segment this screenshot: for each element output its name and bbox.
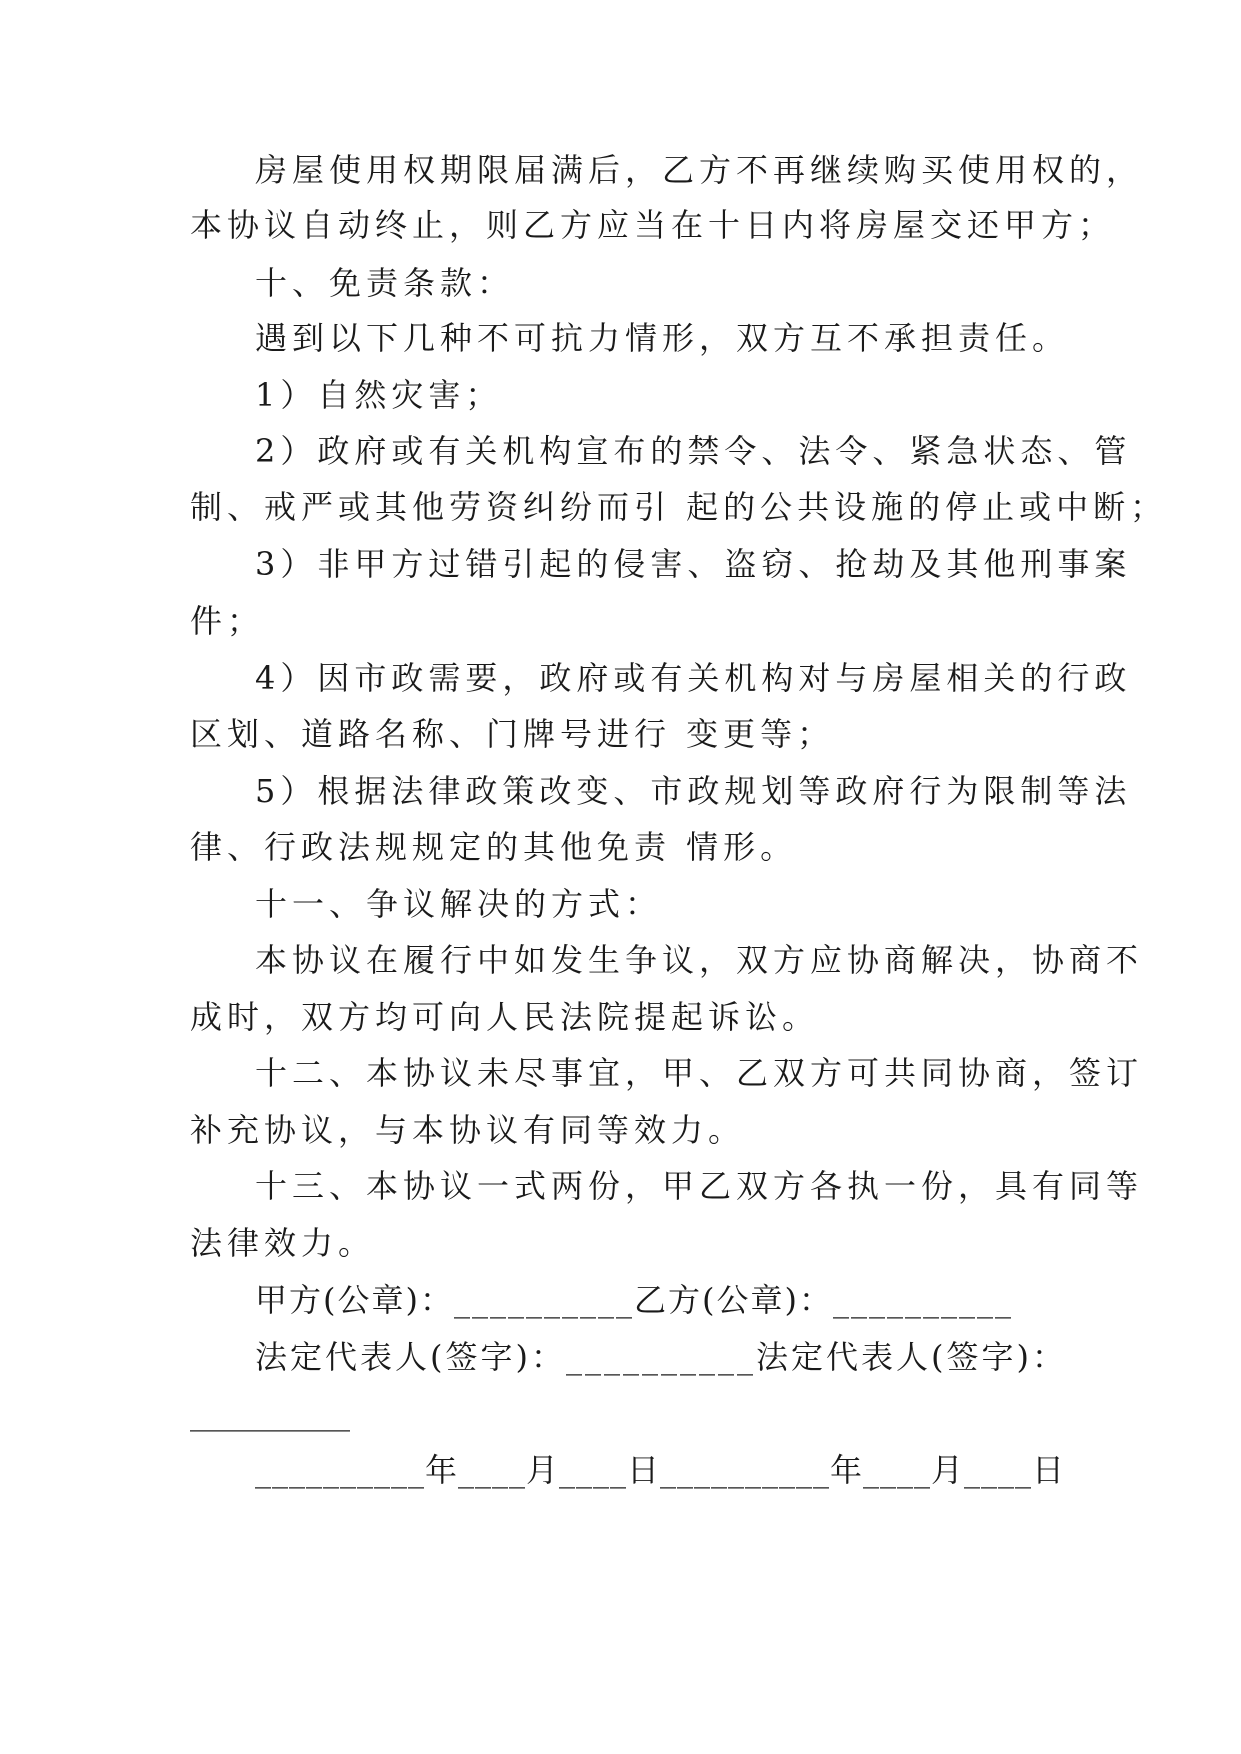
paragraph-line: 区划、道路名称、门牌号进行 变更等； [190,715,835,753]
paragraph-line: 补充协议，与本协议有同等效力。 [190,1111,746,1149]
list-item: 5）根据法律政策改变、市政规划等政府行为限制等法 [255,772,1132,810]
paragraph-line: 成时，双方均可向人民法院提起诉讼。 [190,998,820,1036]
paragraph-line: 遇到以下几种不可抗力情形，双方互不承担责任。 [255,319,1070,357]
representative-signature-line: 法定代表人(签字)：__________法定代表人(签字)： [255,1338,1067,1376]
paragraph-line: 房屋使用权期限届满后，乙方不再继续购买使用权的， [255,151,1144,189]
paragraph-line: 制、戒严或其他劳资纠纷而引 起的公共设施的停止或中断； [190,488,1168,526]
paragraph-line: 件； [190,602,265,640]
date-line: __________年____月____日__________年____月____日 [255,1451,1066,1489]
section-heading: 十、免责条款： [255,264,515,302]
seal-signature-line: 甲方(公章)：__________乙方(公章)：__________ [255,1281,1013,1319]
paragraph-line: 本协议在履行中如发生争议，双方应协商解决，协商不 [255,941,1144,979]
paragraph-line: 律、行政法规规定的其他免责 情形。 [190,828,798,866]
paragraph-line: 法律效力。 [190,1224,376,1262]
list-item: 4）因市政需要，政府或有关机构对与房屋相关的行政 [255,659,1132,697]
paragraph-line: 本协议自动终止，则乙方应当在十日内将房屋交还甲方； [190,206,1116,244]
list-item: 2）政府或有关机构宣布的禁令、法令、紧急状态、管 [255,432,1132,470]
section-heading: 十二、本协议未尽事宜，甲、乙双方可共同协商，签订 [255,1054,1144,1092]
section-heading: 十一、争议解决的方式： [255,885,663,923]
representative-blank-line: __________ [190,1394,350,1432]
list-item: 3）非甲方过错引起的侵害、盗窃、抢劫及其他刑事案 [255,545,1132,583]
list-item: 1）自然灾害； [255,376,503,414]
section-heading: 十三、本协议一式两份，甲乙双方各执一份，具有同等 [255,1167,1144,1205]
